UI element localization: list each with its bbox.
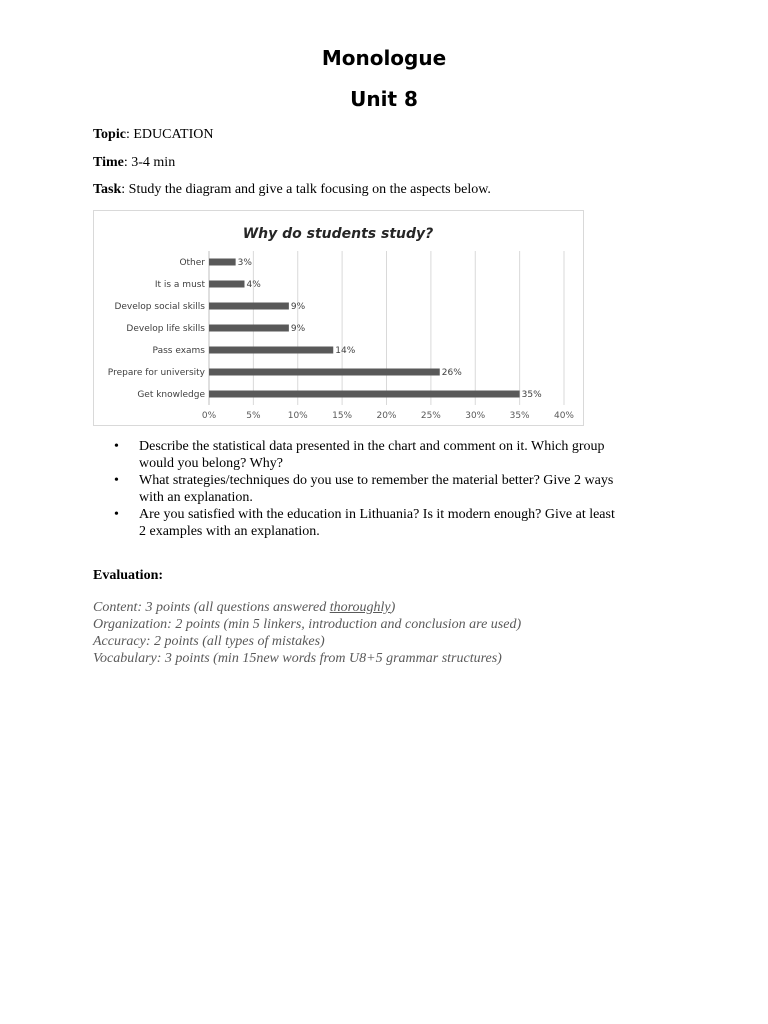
bar	[209, 281, 245, 288]
category-label: Develop life skills	[126, 324, 205, 334]
bar-chart	[93, 210, 584, 426]
data-label: 35%	[521, 390, 542, 400]
eval-content-text: Content: 3 points (all questions answered	[93, 600, 330, 615]
data-label: 3%	[237, 258, 252, 268]
bar	[209, 347, 333, 354]
time-label: Time	[93, 155, 124, 170]
eval-content	[93, 599, 521, 616]
task-value: : Study the diagram and give a talk focusing on the aspects below.	[121, 182, 491, 197]
eval-organization: Organization: 2 points (min 5 linkers, introduction and conclusion are used)	[93, 617, 522, 632]
x-tick-label: 30%	[465, 411, 486, 421]
category-label: Prepare for university	[107, 368, 205, 378]
bullet-item-3	[93, 506, 683, 540]
data-label: 26%	[441, 368, 462, 378]
bullet-item-2	[93, 472, 683, 506]
bullet-text: Describe the statistical data presented in the chart and comment on it. Which group	[139, 439, 605, 454]
x-tick-label: 15%	[332, 411, 353, 421]
bar	[209, 259, 236, 266]
category-label: Develop social skills	[114, 302, 205, 312]
topic-line	[93, 127, 213, 143]
data-label: 9%	[290, 302, 306, 312]
data-label: 9%	[290, 324, 306, 334]
bar	[209, 325, 289, 332]
bullet-text: What strategies/techniques do you use to remember the material better? Give 2 ways	[139, 473, 614, 488]
document-title: Monologue	[321, 46, 447, 70]
evaluation-heading: Evaluation:	[93, 568, 164, 583]
x-tick-label: 5%	[246, 411, 261, 421]
data-label: 4%	[246, 280, 261, 290]
x-tick-label: 20%	[376, 411, 397, 421]
x-tick-label: 40%	[553, 411, 575, 421]
x-tick-label: 0%	[201, 411, 217, 421]
topic-value: : EDUCATION	[125, 127, 214, 142]
bullet-dot: •	[114, 507, 119, 522]
eval-content-underlined: thoroughly	[329, 600, 391, 615]
bullet-text-cont: would you belong? Why?	[139, 456, 283, 471]
task-label: Task	[93, 182, 122, 197]
bullet-text: Are you satisfied with the education in Lithuania? Is it modern enough? Give at least	[139, 507, 615, 522]
task-line	[93, 182, 491, 198]
topic-label: Topic	[93, 127, 126, 142]
bar	[209, 391, 520, 398]
x-tick-label: 10%	[287, 411, 308, 421]
bar	[209, 303, 289, 310]
category-label: Get knowledge	[137, 390, 205, 400]
x-tick-label: 25%	[420, 411, 441, 421]
evaluation-list	[93, 599, 521, 667]
category-label: Pass exams	[152, 346, 205, 356]
data-label: 14%	[335, 346, 356, 356]
category-label: It is a must	[154, 280, 205, 290]
unit-title: Unit 8	[350, 87, 418, 111]
time-value: : 3-4 min	[123, 155, 176, 170]
category-label: Other	[179, 258, 205, 268]
chart-svg	[94, 211, 583, 425]
eval-content-close: )	[390, 600, 396, 615]
eval-accuracy: Accuracy: 2 points (all types of mistakes)	[93, 634, 325, 649]
chart-title: Why do students study?	[242, 226, 434, 242]
bar	[209, 369, 440, 376]
eval-vocabulary: Vocabulary: 3 points (min 15new words from U8+5 grammar structures)	[93, 651, 502, 666]
bullet-text-cont: 2 examples with an explanation.	[139, 524, 320, 539]
bullet-dot: •	[114, 439, 119, 454]
bullet-item-1	[93, 438, 683, 472]
bullet-text-cont: with an explanation.	[139, 490, 253, 505]
x-tick-label: 35%	[509, 411, 530, 421]
task-bullet-list	[93, 438, 683, 540]
bullet-dot: •	[114, 473, 119, 488]
time-line	[93, 155, 175, 171]
